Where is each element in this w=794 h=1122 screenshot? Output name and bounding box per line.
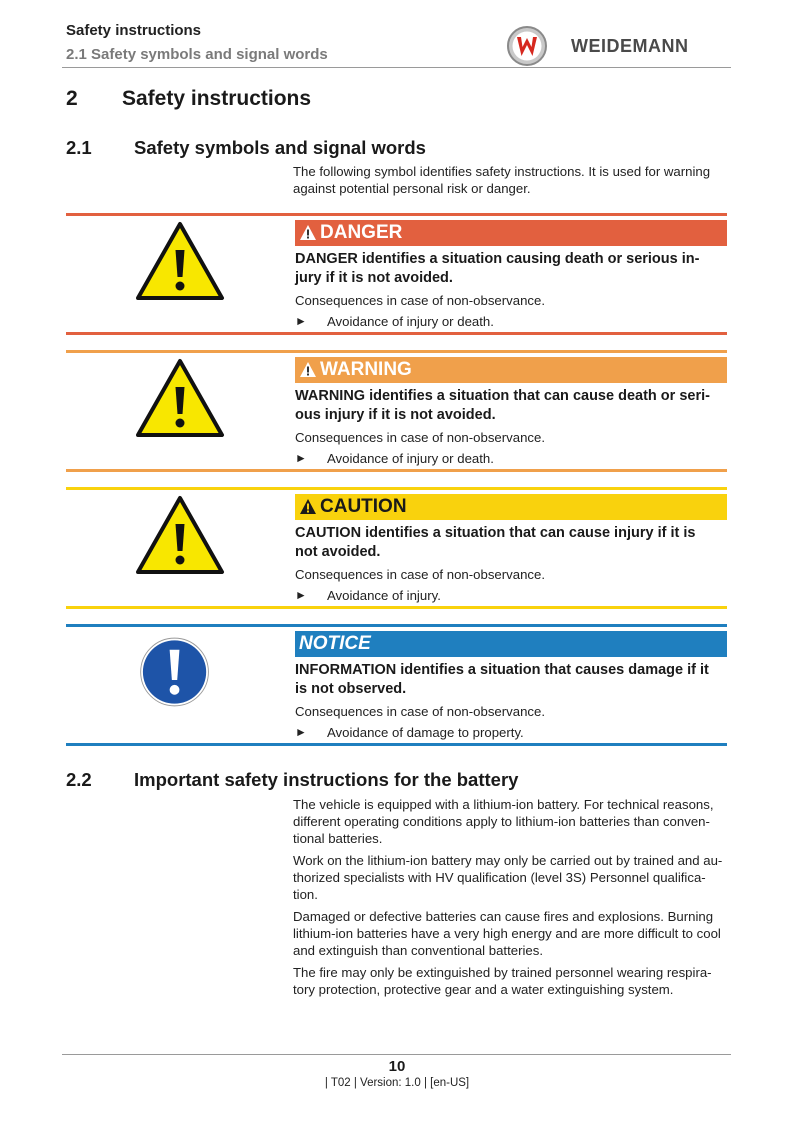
avoidance-text: Avoidance of injury or death. (327, 314, 494, 329)
section-number: 2.2 (66, 769, 92, 790)
hazard-message-line: jury if it is not avoided. (295, 270, 453, 286)
block-bottom-rule (66, 606, 727, 609)
signal-word-banner (295, 357, 727, 383)
hazard-message (295, 250, 725, 288)
block-top-rule (66, 487, 727, 490)
block-bottom-rule (66, 332, 727, 335)
block-top-rule (66, 624, 727, 627)
paragraph-line: lithium-ion batteries have a very high energy and are more difficult to cool (293, 926, 721, 941)
paragraph-line: Damaged or defective batteries can cause fires and explosions. Burning (293, 909, 714, 924)
paragraph-line: Work on the lithium-ion battery may only be carried out by trained and au- (293, 853, 723, 868)
action-arrow: ► (295, 451, 307, 465)
action-arrow: ► (295, 314, 307, 328)
consequences-text: Consequences in case of non-observance. (295, 293, 545, 308)
battery-paragraph (293, 852, 733, 903)
hazard-message (295, 661, 725, 699)
hazard-message-line: DANGER identifies a situation causing death or serious in- (295, 251, 700, 267)
document-version-info: | T02 | Version: 1.0 | [en-US] (324, 1077, 470, 1089)
hazard-message-line: CAUTION identifies a situation that can cause injury if it is (295, 525, 696, 541)
page-number: 10 (388, 1058, 406, 1075)
warning-triangle-icon (134, 494, 226, 576)
section-title: Important safety instructions for the battery (134, 769, 519, 790)
warning-triangle-icon (299, 224, 317, 241)
avoidance-text: Avoidance of injury or death. (327, 451, 494, 466)
hazard-message (295, 387, 725, 425)
signal-word: DANGER (320, 222, 403, 243)
header-rule (62, 67, 731, 68)
action-arrow: ► (295, 588, 307, 602)
signal-word: WARNING (320, 359, 412, 380)
block-top-rule (66, 213, 727, 216)
paragraph-line: tory protection, protective gear and a water extinguishing system. (293, 982, 674, 997)
signal-word-banner (295, 220, 727, 246)
caution-block (66, 487, 727, 611)
battery-paragraph (293, 796, 733, 847)
hazard-message-line: not avoided. (295, 544, 381, 560)
warning-triangle-icon (299, 498, 317, 515)
mandatory-exclamation-icon (138, 631, 220, 713)
running-header-title: Safety instructions (66, 22, 202, 39)
signal-word-banner (295, 631, 727, 657)
hazard-message-line: WARNING identifies a situation that can cause death or seri- (295, 388, 710, 404)
block-bottom-rule (66, 743, 727, 746)
section-number: 2.1 (66, 137, 92, 158)
signal-word: NOTICE (299, 633, 371, 654)
hazard-message-line: INFORMATION identifies a situation that causes damage if it (295, 662, 709, 678)
hazard-message-line: ous injury if it is not avoided. (295, 407, 496, 423)
paragraph-line: The fire may only be extinguished by trained personnel wearing respira- (293, 965, 712, 980)
block-top-rule (66, 350, 727, 353)
consequences-text: Consequences in case of non-observance. (295, 567, 545, 582)
avoidance-text: Avoidance of damage to property. (327, 725, 524, 740)
block-bottom-rule (66, 469, 727, 472)
warning-triangle-icon (134, 220, 226, 302)
paragraph-line: The vehicle is equipped with a lithium-ion battery. For technical reasons, (293, 797, 714, 812)
battery-paragraph (293, 964, 733, 998)
footer-rule (62, 1054, 731, 1055)
notice-block (66, 624, 727, 748)
consequences-text: Consequences in case of non-observance. (295, 430, 545, 445)
consequences-text: Consequences in case of non-observance. (295, 704, 545, 719)
warning-triangle-icon (134, 357, 226, 439)
paragraph-line: tional batteries. (293, 831, 383, 846)
signal-word-banner (295, 494, 727, 520)
battery-paragraph (293, 908, 733, 959)
signal-word: CAUTION (320, 496, 407, 517)
paragraph-line: thorized specialists with HV qualification (level 3S) Personnel qualifica- (293, 870, 706, 885)
weidemann-logo (506, 25, 734, 69)
hazard-message (295, 524, 725, 562)
section-intro: The following symbol identifies safety instructions. It is used for warning against potential personal risk or danger. (293, 164, 711, 196)
avoidance-text: Avoidance of injury. (327, 588, 441, 603)
brand-name: WEIDEMANN (571, 36, 689, 56)
warning-block (66, 350, 727, 474)
danger-block (66, 213, 727, 337)
hazard-message-line: is not observed. (295, 681, 407, 697)
running-header-subtitle: 2.1 Safety symbols and signal words (66, 46, 328, 63)
action-arrow: ► (295, 725, 307, 739)
paragraph-line: and extinguish than conventional batteries. (293, 943, 544, 958)
chapter-title: Safety instructions (122, 87, 312, 110)
chapter-number: 2 (66, 87, 78, 110)
warning-triangle-icon (299, 361, 317, 378)
paragraph-line: different operating conditions apply to lithium-ion batteries than conven- (293, 814, 710, 829)
paragraph-line: tion. (293, 887, 318, 902)
weidemann-logo-icon (506, 25, 550, 69)
section-title: Safety symbols and signal words (134, 137, 426, 158)
